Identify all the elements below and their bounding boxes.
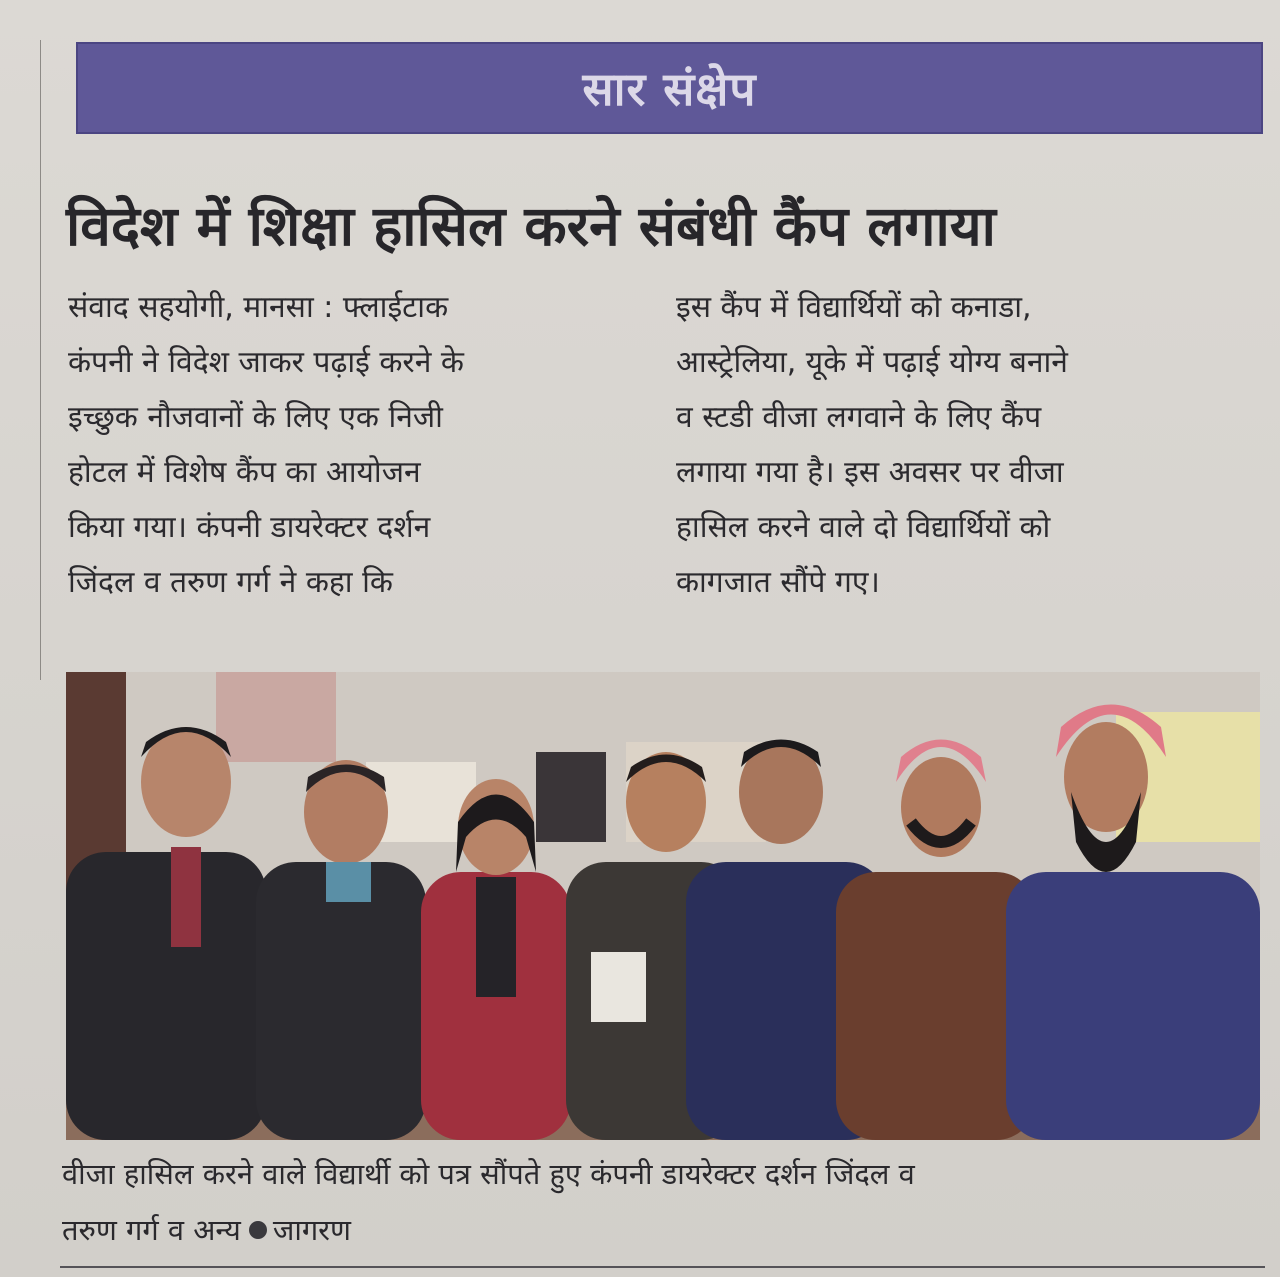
news-photo (66, 672, 1260, 1140)
article-line: किया गया। कंपनी डायरेक्टर दर्शन (68, 510, 431, 545)
article-left-column (68, 280, 638, 610)
column-rule (40, 40, 41, 680)
article-line: आस्ट्रेलिया, यूके में पढ़ाई योग्य बनाने (676, 345, 1068, 380)
article-line: लगाया गया है। इस अवसर पर वीजा (676, 455, 1064, 490)
bottom-rule (60, 1266, 1265, 1268)
article-line: संवाद सहयोगी, मानसा : फ्लाईटाक (68, 290, 449, 325)
article-line: इस कैंप में विद्यार्थियों को कनाडा, (676, 290, 1032, 325)
article-headline: विदेश में शिक्षा हासिल करने संबंधी कैंप लगाया (66, 194, 996, 258)
article-line: जिंदल व तरुण गर्ग ने कहा कि (68, 565, 393, 600)
caption-line (62, 1202, 1262, 1258)
article-right-column (676, 280, 1266, 610)
article-line: हासिल करने वाले दो विद्यार्थियों को (676, 510, 1051, 545)
article-line: व स्टडी वीजा लगवाने के लिए कैंप (676, 400, 1042, 435)
article-line: होटल में विशेष कैंप का आयोजन (68, 455, 421, 490)
section-band (76, 42, 1263, 134)
article-line: कंपनी ने विदेश जाकर पढ़ाई करने के (68, 345, 464, 380)
photo-credit: जागरण (272, 1213, 351, 1247)
photo-caption (62, 1146, 1262, 1258)
caption-line: वीजा हासिल करने वाले विद्यार्थी को पत्र सौंपते हुए कंपनी डायरेक्टर दर्शन जिंदल व (62, 1157, 915, 1191)
section-band-label: सार संक्षेप (582, 62, 757, 116)
article-line: कागजात सौंपे गए। (676, 565, 880, 600)
caption-line-text: तरुण गर्ग व अन्य (62, 1213, 241, 1247)
group-photo-icon (66, 672, 1260, 1140)
article-line: इच्छुक नौजवानों के लिए एक निजी (68, 400, 443, 435)
bullet-dot-icon (249, 1221, 267, 1239)
